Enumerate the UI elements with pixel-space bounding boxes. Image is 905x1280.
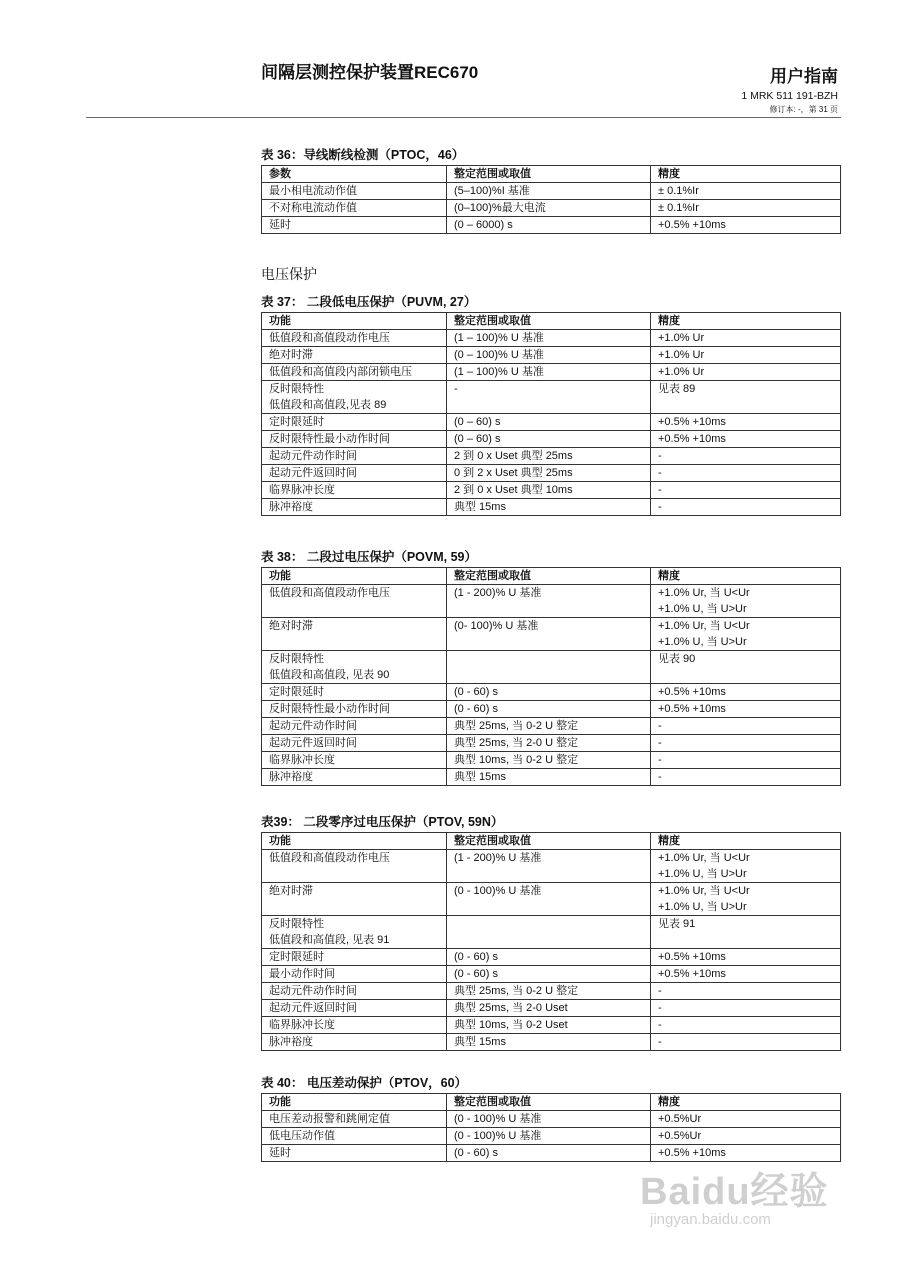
table-cell <box>262 448 447 465</box>
cell-text: +1.0% Ur, 当 U<Ur <box>658 852 750 864</box>
table-cell <box>447 431 651 448</box>
cell-text: +0.5%Ur <box>658 1130 702 1142</box>
cell-text: +0.5% +10ms <box>658 968 726 980</box>
table-cell <box>651 381 841 414</box>
cell-text: 临界脉冲长度 <box>269 754 335 766</box>
cell-text: (0 - 60) s <box>454 951 499 963</box>
table-cell <box>447 200 651 217</box>
table-cell <box>262 330 447 347</box>
cell-text: 延时 <box>269 219 291 231</box>
table-cell <box>262 701 447 718</box>
cell-text: (0 – 100)% U 基准 <box>454 349 544 361</box>
table-39-caption: 表39： 二段零序过电压保护（PTOV, 59N） <box>261 815 504 829</box>
table-cell <box>262 465 447 482</box>
table-cell <box>651 883 841 916</box>
table-cell <box>651 1128 841 1145</box>
cell-text: 临界脉冲长度 <box>269 484 335 496</box>
watermark-url: jingyan.baidu.com <box>650 1211 771 1228</box>
table-row <box>262 431 841 448</box>
cell-text: 临界脉冲长度 <box>269 1019 335 1031</box>
cell-text: - <box>658 754 662 766</box>
cell-text: (0 - 100)% U 基准 <box>454 885 542 897</box>
table-cell <box>262 949 447 966</box>
table-row <box>262 752 841 769</box>
table-cell <box>447 735 651 752</box>
header-rule <box>86 117 841 118</box>
section-voltage-protection: 电压保护 <box>261 266 317 282</box>
cell-text: 起动元件动作时间 <box>269 450 357 462</box>
table-cell <box>447 752 651 769</box>
table-row <box>262 1034 841 1051</box>
table-row <box>262 718 841 735</box>
cell-text: 延时 <box>269 1147 291 1159</box>
cell-text: +1.0% U, 当 U>Ur <box>658 868 747 880</box>
table-cell <box>447 183 651 200</box>
table-cell <box>651 431 841 448</box>
table-cell <box>651 718 841 735</box>
table-row <box>262 1111 841 1128</box>
table-row <box>262 684 841 701</box>
cell-text: 定时限延时 <box>269 686 324 698</box>
table-cell <box>262 883 447 916</box>
table-cell <box>447 330 651 347</box>
table-row <box>262 850 841 883</box>
table-cell <box>651 347 841 364</box>
cell-text: - <box>658 484 662 496</box>
cell-text: 起动元件动作时间 <box>269 985 357 997</box>
column-header: 功能 <box>262 313 447 330</box>
table-cell <box>651 752 841 769</box>
cell-text: 脉冲裕度 <box>269 1036 313 1048</box>
table-cell <box>262 1111 447 1128</box>
cell-text: 典型 25ms, 当 0-2 U 整定 <box>454 985 579 997</box>
table-row <box>262 585 841 618</box>
table-header-row <box>262 1094 841 1111</box>
watermark <box>640 1160 829 1228</box>
cell-text: 低值段和高值段动作电压 <box>269 852 390 864</box>
table-cell <box>651 448 841 465</box>
table-cell <box>262 1000 447 1017</box>
table-38 <box>261 567 841 786</box>
table-row <box>262 465 841 482</box>
column-header: 参数 <box>262 166 447 183</box>
cell-text: 反时限特性最小动作时间 <box>269 433 390 445</box>
table-cell <box>447 949 651 966</box>
table-cell <box>262 482 447 499</box>
cell-text: 典型 25ms, 当 2-0 Uset <box>454 1002 568 1014</box>
cell-text: (0 - 100)% U 基准 <box>454 1113 542 1125</box>
table-38-caption: 表 38： 二段过电压保护（POVM, 59） <box>261 550 478 564</box>
table-36-caption: 表 36：导线断线检测（PTOC，46） <box>261 148 465 162</box>
cell-text: (0 - 60) s <box>454 686 499 698</box>
table-cell <box>651 330 841 347</box>
table-cell <box>651 1111 841 1128</box>
cell-text: ± 0.1%Ir <box>658 202 699 214</box>
cell-text: (5–100)%I 基准 <box>454 185 530 197</box>
cell-text: 最小动作时间 <box>269 968 335 980</box>
table-cell <box>447 465 651 482</box>
table-header-row <box>262 833 841 850</box>
cell-text: 电压差动报警和跳闸定值 <box>269 1113 390 1125</box>
cell-text: (0 - 60) s <box>454 968 499 980</box>
table-cell <box>651 618 841 651</box>
cell-text: 低值段和高值段,见表 89 <box>269 399 387 411</box>
cell-text: - <box>658 467 662 479</box>
cell-text: 低值段和高值段, 见表 91 <box>269 934 390 946</box>
cell-text: 绝对时滞 <box>269 620 313 632</box>
cell-text: 典型 10ms, 当 0-2 U 整定 <box>454 754 579 766</box>
cell-text: 反时限特性 <box>269 918 324 930</box>
table-cell <box>262 916 447 949</box>
cell-text: (0 - 60) s <box>454 1147 499 1159</box>
table-cell <box>447 701 651 718</box>
table-cell <box>447 916 651 949</box>
table-cell <box>651 735 841 752</box>
column-header: 功能 <box>262 1094 447 1111</box>
table-row <box>262 916 841 949</box>
table-cell <box>447 850 651 883</box>
table-row <box>262 183 841 200</box>
table-cell <box>447 585 651 618</box>
table-cell <box>447 1128 651 1145</box>
table-row <box>262 499 841 516</box>
table-cell <box>262 431 447 448</box>
cell-text: 最小相电流动作值 <box>269 185 357 197</box>
table-40 <box>261 1093 841 1162</box>
cell-text: 典型 25ms, 当 2-0 U 整定 <box>454 737 579 749</box>
cell-text: (0 – 60) s <box>454 433 501 445</box>
cell-text: (1 – 100)% U 基准 <box>454 332 544 344</box>
cell-text: 定时限延时 <box>269 951 324 963</box>
cell-text: 见表 89 <box>658 383 696 395</box>
table-cell <box>651 651 841 684</box>
cell-text: - <box>658 501 662 513</box>
table-row <box>262 347 841 364</box>
cell-text: 起动元件返回时间 <box>269 737 357 749</box>
cell-text: 低值段和高值段动作电压 <box>269 587 390 599</box>
cell-text: 起动元件返回时间 <box>269 467 357 479</box>
table-cell <box>262 684 447 701</box>
table-cell <box>262 752 447 769</box>
cell-text: 见表 91 <box>658 918 696 930</box>
cell-text: 典型 15ms <box>454 501 506 513</box>
table-cell <box>447 1000 651 1017</box>
table-row <box>262 482 841 499</box>
table-row <box>262 651 841 684</box>
header-left-title: 间隔层测控保护装置REC670 <box>261 63 479 82</box>
table-row <box>262 330 841 347</box>
table-cell <box>651 1145 841 1162</box>
cell-text: +1.0% Ur, 当 U<Ur <box>658 885 750 897</box>
table-cell <box>651 850 841 883</box>
table-cell <box>262 966 447 983</box>
table-cell <box>651 701 841 718</box>
cell-text: 起动元件动作时间 <box>269 720 357 732</box>
table-cell <box>651 949 841 966</box>
table-cell <box>262 1017 447 1034</box>
table-cell <box>447 1111 651 1128</box>
cell-text: +0.5%Ur <box>658 1113 702 1125</box>
cell-text: +1.0% Ur <box>658 366 705 378</box>
cell-text: (0–100)%最大电流 <box>454 202 546 214</box>
cell-text: (1 – 100)% U 基准 <box>454 366 544 378</box>
table-cell <box>262 983 447 1000</box>
cell-text: +0.5% +10ms <box>658 951 726 963</box>
table-row <box>262 364 841 381</box>
cell-text: (0- 100)% U 基准 <box>454 620 539 632</box>
table-cell <box>651 966 841 983</box>
cell-text: - <box>658 985 662 997</box>
cell-text: +0.5% +10ms <box>658 433 726 445</box>
table-cell <box>651 465 841 482</box>
cell-text: - <box>658 737 662 749</box>
table-cell <box>651 1000 841 1017</box>
cell-text: (0 – 60) s <box>454 416 501 428</box>
table-cell <box>262 217 447 234</box>
table-40-caption: 表 40： 电压差动保护（PTOV，60） <box>261 1076 468 1090</box>
table-row <box>262 949 841 966</box>
cell-text: 不对称电流动作值 <box>269 202 357 214</box>
watermark-logo: Baidu经验 <box>640 1171 829 1213</box>
table-header-row <box>262 313 841 330</box>
table-cell <box>651 769 841 786</box>
table-cell <box>447 651 651 684</box>
table-row <box>262 1017 841 1034</box>
table-row <box>262 769 841 786</box>
table-39 <box>261 832 841 1051</box>
table-row <box>262 701 841 718</box>
cell-text: +0.5% +10ms <box>658 219 726 231</box>
table-37 <box>261 312 841 516</box>
cell-text: +0.5% +10ms <box>658 686 726 698</box>
column-header: 整定范围或取值 <box>447 166 651 183</box>
table-header-row <box>262 568 841 585</box>
table-cell <box>447 618 651 651</box>
table-cell <box>262 1034 447 1051</box>
cell-text: - <box>658 1036 662 1048</box>
header-right <box>741 62 838 115</box>
cell-text: 2 到 0 x Uset 典型 10ms <box>454 484 573 496</box>
cell-text: 起动元件返回时间 <box>269 1002 357 1014</box>
table-row <box>262 217 841 234</box>
cell-text: +1.0% Ur <box>658 349 705 361</box>
table-cell <box>447 983 651 1000</box>
table-cell <box>447 966 651 983</box>
table-cell <box>262 735 447 752</box>
cell-text: 典型 25ms, 当 0-2 U 整定 <box>454 720 579 732</box>
cell-text: (1 - 200)% U 基准 <box>454 852 542 864</box>
cell-text: 反时限特性 <box>269 383 324 395</box>
table-row <box>262 1128 841 1145</box>
table-row <box>262 983 841 1000</box>
cell-text: 低值段和高值段, 见表 90 <box>269 669 390 681</box>
cell-text: - <box>658 720 662 732</box>
cell-text: 脉冲裕度 <box>269 501 313 513</box>
table-cell <box>262 769 447 786</box>
table-cell <box>262 718 447 735</box>
table-cell <box>447 217 651 234</box>
cell-text: +0.5% +10ms <box>658 1147 726 1159</box>
doc-number: 1 MRK 511 191-BZH <box>741 90 838 102</box>
table-cell <box>447 364 651 381</box>
table-row <box>262 735 841 752</box>
table-cell <box>262 618 447 651</box>
column-header: 精度 <box>651 166 841 183</box>
table-cell <box>651 983 841 1000</box>
table-cell <box>651 200 841 217</box>
table-cell <box>262 1128 447 1145</box>
cell-text: (0 - 60) s <box>454 703 499 715</box>
cell-text: 定时限延时 <box>269 416 324 428</box>
table-cell <box>447 883 651 916</box>
cell-text: (0 - 100)% U 基准 <box>454 1130 542 1142</box>
cell-text: (0 – 6000) s <box>454 219 513 231</box>
cell-text: ± 0.1%Ir <box>658 185 699 197</box>
cell-text: 脉冲裕度 <box>269 771 313 783</box>
cell-text: 典型 10ms, 当 0-2 Uset <box>454 1019 568 1031</box>
table-cell <box>447 448 651 465</box>
table-cell <box>262 651 447 684</box>
cell-text: +1.0% U, 当 U>Ur <box>658 901 747 913</box>
table-cell <box>262 347 447 364</box>
cell-text: - <box>658 450 662 462</box>
table-cell <box>447 1017 651 1034</box>
cell-text: 反时限特性最小动作时间 <box>269 703 390 715</box>
cell-text: (1 - 200)% U 基准 <box>454 587 542 599</box>
table-row <box>262 1145 841 1162</box>
column-header: 整定范围或取值 <box>447 313 651 330</box>
table-cell <box>651 482 841 499</box>
table-cell <box>447 482 651 499</box>
cell-text: 0 到 2 x Uset 典型 25ms <box>454 467 573 479</box>
cell-text: +0.5% +10ms <box>658 416 726 428</box>
column-header: 功能 <box>262 833 447 850</box>
table-cell <box>651 916 841 949</box>
cell-text: 低值段和高值段动作电压 <box>269 332 390 344</box>
column-header: 精度 <box>651 833 841 850</box>
cell-text: +0.5% +10ms <box>658 703 726 715</box>
column-header: 精度 <box>651 1094 841 1111</box>
table-cell <box>447 414 651 431</box>
table-row <box>262 966 841 983</box>
cell-text: 2 到 0 x Uset 典型 25ms <box>454 450 573 462</box>
cell-text: - <box>658 1019 662 1031</box>
cell-text: 绝对时滞 <box>269 885 313 897</box>
table-row <box>262 448 841 465</box>
table-cell <box>447 718 651 735</box>
table-cell <box>447 499 651 516</box>
table-row <box>262 1000 841 1017</box>
table-cell <box>447 684 651 701</box>
cell-text: - <box>454 383 458 395</box>
table-cell <box>651 684 841 701</box>
cell-text: +1.0% Ur, 当 U<Ur <box>658 620 750 632</box>
column-header: 整定范围或取值 <box>447 568 651 585</box>
cell-text: 典型 15ms <box>454 1036 506 1048</box>
table-cell <box>651 414 841 431</box>
table-36 <box>261 165 841 234</box>
cell-text: +1.0% U, 当 U>Ur <box>658 636 747 648</box>
table-cell <box>651 364 841 381</box>
table-row <box>262 381 841 414</box>
table-cell <box>262 381 447 414</box>
table-row <box>262 414 841 431</box>
table-cell <box>262 364 447 381</box>
table-cell <box>651 585 841 618</box>
table-header-row <box>262 166 841 183</box>
column-header: 功能 <box>262 568 447 585</box>
table-37-caption: 表 37： 二段低电压保护（PUVM, 27） <box>261 295 477 309</box>
table-cell <box>262 850 447 883</box>
table-row <box>262 200 841 217</box>
table-cell <box>447 1034 651 1051</box>
cell-text: 典型 15ms <box>454 771 506 783</box>
cell-text: 低值段和高值段内部闭锁电压 <box>269 366 412 378</box>
cell-text: - <box>658 771 662 783</box>
table-cell <box>262 414 447 431</box>
cell-text: 低电压动作值 <box>269 1130 335 1142</box>
column-header: 精度 <box>651 568 841 585</box>
cell-text: +1.0% Ur <box>658 332 705 344</box>
column-header: 整定范围或取值 <box>447 833 651 850</box>
cell-text: 见表 90 <box>658 653 696 665</box>
table-cell <box>262 499 447 516</box>
table-cell <box>651 1017 841 1034</box>
table-row <box>262 618 841 651</box>
table-cell <box>262 200 447 217</box>
table-row <box>262 883 841 916</box>
table-cell <box>447 1145 651 1162</box>
table-cell <box>651 499 841 516</box>
revision-page: 修订本: -，第 31 页 <box>769 105 838 114</box>
table-cell <box>262 1145 447 1162</box>
column-header: 精度 <box>651 313 841 330</box>
cell-text: 反时限特性 <box>269 653 324 665</box>
cell-text: +1.0% Ur, 当 U<Ur <box>658 587 750 599</box>
header-right-title: 用户指南 <box>770 67 838 86</box>
table-cell <box>262 183 447 200</box>
column-header: 整定范围或取值 <box>447 1094 651 1111</box>
table-cell <box>651 1034 841 1051</box>
cell-text: 绝对时滞 <box>269 349 313 361</box>
cell-text: +1.0% U, 当 U>Ur <box>658 603 747 615</box>
table-cell <box>262 585 447 618</box>
table-cell <box>447 769 651 786</box>
table-cell <box>651 217 841 234</box>
cell-text: - <box>658 1002 662 1014</box>
table-cell <box>447 381 651 414</box>
table-cell <box>651 183 841 200</box>
table-cell <box>447 347 651 364</box>
